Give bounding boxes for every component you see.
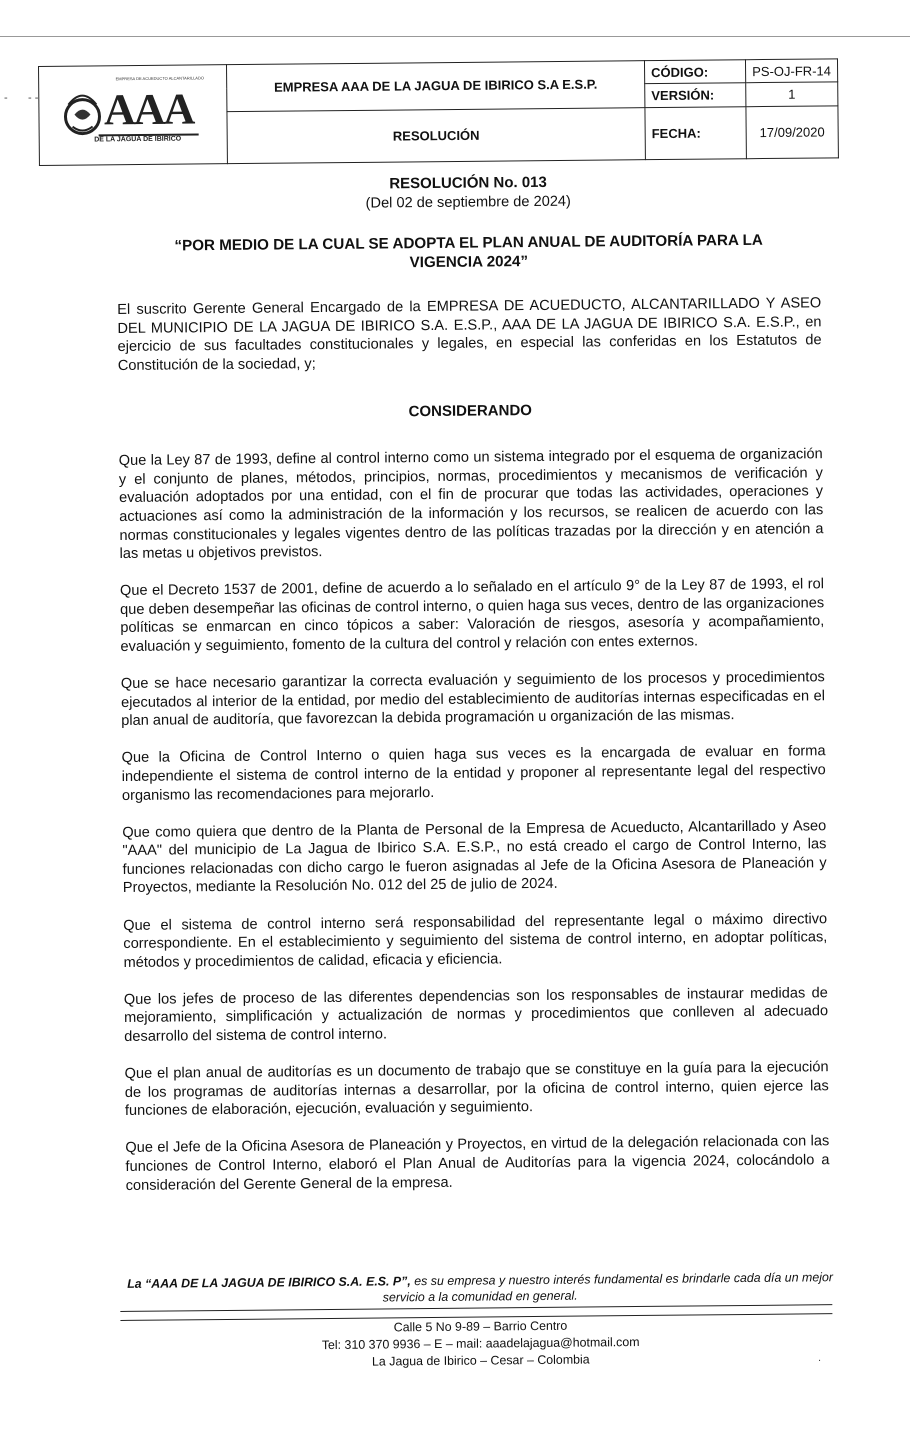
resolution-title: “POR MEDIO DE LA CUAL SE ADOPTA EL PLAN ANUAL DE AUDITORÍA PARA LA VIGENCIA 2024”: [174, 231, 763, 272]
scan-top-edge: [0, 36, 910, 37]
intro-paragraph: El suscrito Gerente General Encargado de la EMPRESA DE ACUEDUCTO, ALCANTARILLADO Y ASEO DEL MUNICIPIO DE LA JAGUA DE IBIRICO S.A. E.S.P., AAA DE LA JAGUA DE IBIRICO S.A. E.S.P., en ejercicio de sus facultades constitucionales y legales, en especial las conferidas en los Estatutos de Constitución de la sociedad, y;: [117, 295, 822, 374]
company-logo: [58, 73, 209, 156]
footer-slogan: [120, 1269, 840, 1308]
footer-location: La Jagua de Ibirico – Cesar – Colombia: [371, 1352, 590, 1369]
considerando-heading: CONSIDERANDO: [408, 401, 533, 420]
company-name: EMPRESA AAA DE LA JAGUA DE IBIRICO S.A E.S.P.: [226, 61, 644, 112]
header-table: [38, 58, 839, 166]
document-footer: [120, 1269, 841, 1372]
considerando-paragraph: Que la Oficina de Control Interno o quien haga sus veces es la encargada de evaluar en forma independiente el sistema de control interno de la entidad y proponer al representante legal del respectivo organismo las recomendaciones para mejorarlo.: [121, 743, 826, 804]
considerando-paragraph: Que la Ley 87 de 1993, define al control interno como un sistema integrado por el esquema de organización y el conjunto de planes, métodos, principios, normas, procedimientos y mecanismos de verificación y evaluación adoptados por una entidad, con el fin de procurar que todas las actividades, operaciones y actuaciones así como la administración de la información y los recursos, se realicen de acuerdo con las normas constitucionales y legales vigentes dentro de las políticas trazadas por la dirección y en atención a las metas u objetivos previstos.: [118, 446, 824, 563]
logo-cell: [39, 65, 228, 166]
footer-address: Calle 5 No 9-89 – Barrio Centro: [393, 1318, 568, 1335]
footer-contact: Tel: 310 370 9936 – E – mail: aaadelajagua@hotmail.com: [321, 1335, 640, 1353]
scan-mark: -: [4, 92, 8, 104]
slogan-text: es su empresa y nuestro interés fundamental es brindarle cada día un mejor servicio a la comunidad en general.: [382, 1270, 834, 1305]
resolution-date: (Del 02 de septiembre de 2024): [365, 193, 571, 212]
scan-mark: - -: [28, 92, 39, 104]
codigo-value: PS-OJ-FR-14: [745, 59, 837, 83]
version-value: 1: [746, 82, 838, 106]
considerando-paragraph: Que el plan anual de auditorías es un documento de trabajo que se constituye en la guía para la ejecución de los programas de auditorías internas a desarrollar, por la oficina de control interno, quien ejerce las funciones de elaboración, ejecución, evaluación y seguimiento.: [124, 1059, 829, 1120]
considerando-paragraph: Que el Decreto 1537 de 2001, define de acuerdo a lo señalado en el artículo 9° de la Ley 87 de 1993, el rol que deben desempeñar las oficinas de control interno, o quien haga sus veces, dentro de las organizaciones políticas se enmarcan en cinco tópicos a saber: Valoración de riesgos, asesoría y acompañamiento, evaluación y seguimiento, fomento de la cultura del control y relación con entes externos.: [119, 576, 825, 655]
document-type: RESOLUCIÓN: [227, 108, 645, 164]
document-header: [38, 58, 839, 166]
fecha-label: FECHA:: [645, 107, 746, 160]
resolution-number: RESOLUCIÓN No. 013: [389, 173, 547, 193]
considerando-paragraph: Que el sistema de control interno será responsabilidad del representante legal o máximo directivo correspondiente. En el establecimiento y seguimiento del sistema de control interno, en adoptar políticas, métodos y procedimientos de calidad, eficacia y eficiencia.: [123, 910, 828, 971]
considerando-paragraph: Que se hace necesario garantizar la correcta evaluación y seguimiento de los procesos y procedimientos ejecutados al interior de la entidad, por medio del establecimiento de auditorías internas especificadas en el plan anual de auditoría, que favorezcan la debida programación u organización de las mismas.: [120, 669, 826, 730]
codigo-label: CÓDIGO:: [644, 60, 745, 84]
considerando-paragraph: Que como quiera que dentro de la Planta de Personal de la Empresa de Acueducto, Alcantarillado y Aseo "AAA" del municipio de La Jagua de Ibirico S.A. E.S.P., no está creado el cargo de Control Interno, las funciones relacionadas con dicho cargo le fueron asignadas al Jefe de la Oficina Asesora de Planeación y Proyectos, mediante la Resolución No. 012 del 25 de julio de 2024.: [122, 817, 827, 897]
logo-subtitle: DE LA JAGUA DE IBIRICO: [94, 135, 182, 144]
fecha-value: 17/09/2020: [746, 106, 838, 159]
considerando-paragraph: Que los jefes de proceso de las diferentes dependencias son los responsables de instaurar medidas de mejoramiento, simplificación y actualización de normas y procedimientos que conlleven al adecuado desarrollo del sistema de control interno.: [123, 985, 829, 1045]
scan-mark: .: [818, 1352, 822, 1364]
logo-tiny-text: EMPRESA DE ACUEDUCTO ALCANTARILLADO: [115, 75, 204, 82]
document-body: [116, 171, 830, 1213]
logo-mark: AAA: [103, 84, 194, 135]
considerando-paragraph: Que el Jefe de la Oficina Asesora de Planeación y Proyectos, en virtud de la delegación relacionada con las funciones de Control Interno, elaboró el Plan Anual de Auditorías para la vigencia 2024, colocándolo a consideración del Gerente General de la empresa.: [125, 1133, 830, 1194]
version-label: VERSIÓN:: [645, 83, 746, 107]
slogan-company: La “AAA DE LA JAGUA DE IBIRICO S.A. E.S. P”,: [127, 1274, 411, 1291]
